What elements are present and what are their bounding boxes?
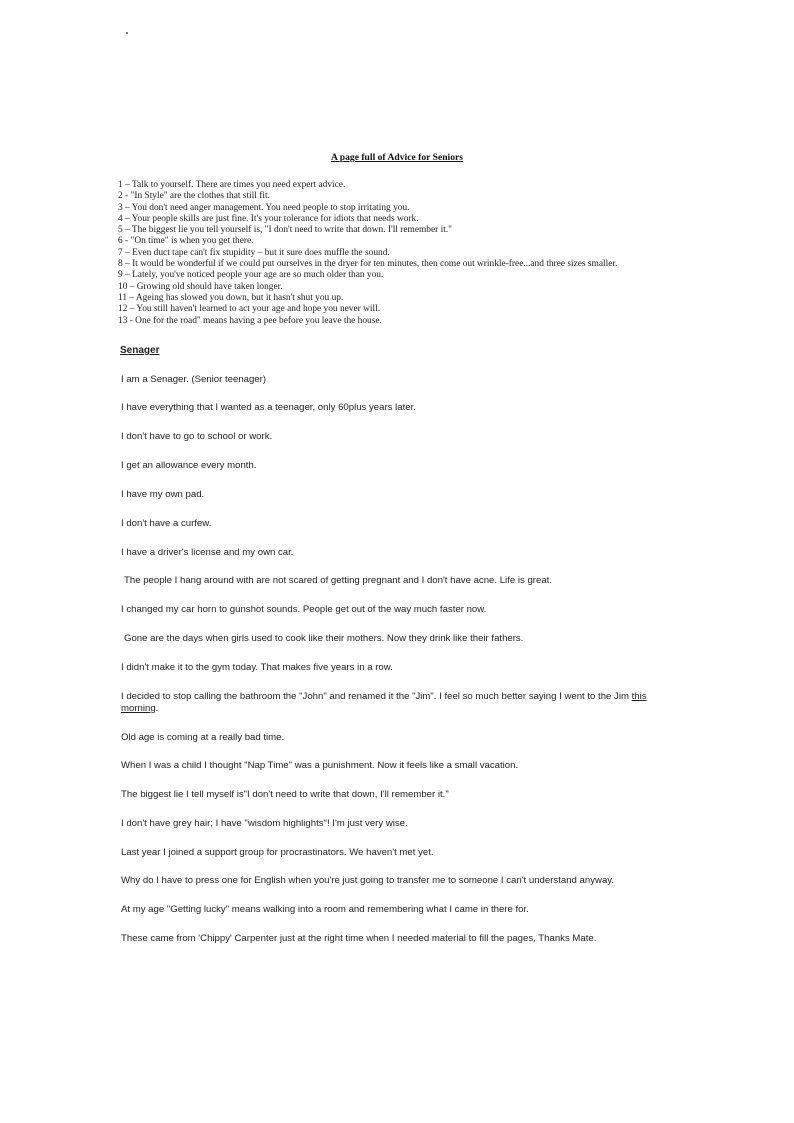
senager-line-jim-text: I decided to stop calling the bathroom the "John" and renamed it the "Jim". I feel so much better saying I went to the Jim — [121, 691, 632, 702]
advice-item: 7 – Even duct tape can't fix stupidity – but it sure does muffle the sound. — [118, 247, 390, 258]
advice-item: 4 – Your people skills are just fine. It's your tolerance for idiots that needs work. — [118, 213, 419, 224]
page-title: A page full of Advice for Seniors — [330, 152, 463, 163]
senager-line: I don't have grey hair; I have "wisdom highlights"! I'm just very wise. — [121, 818, 408, 829]
advice-item: 3 – You don't need anger management. You need people to stop irritating you. — [118, 202, 410, 213]
advice-item: 5 – The biggest lie you tell yourself is, "I don't need to write that down. I'll remember it." — [118, 225, 452, 236]
advice-item: 8 – It would be wonderful if we could put ourselves in the dryer for ten minutes, then come out wrinkle-free...and three sizes smaller. — [118, 259, 618, 270]
senager-line-jim: I decided to stop calling the bathroom the "John" and renamed it the "Jim". I feel so much better saying I went to the Jim this morning. — [121, 691, 647, 714]
senager-line: Last year I joined a support group for procrastinators. We haven't met yet. — [121, 847, 434, 858]
senager-line: I changed my car horn to gunshot sounds. People get out of the way much faster now. — [121, 604, 487, 615]
advice-item: 11 – Ageing has slowed you down, but it hasn't shut you up. — [118, 292, 344, 303]
senager-line: Gone are the days when girls used to cook like their mothers. Now they drink like their fathers. — [124, 633, 524, 644]
section-heading-senager: Senager — [120, 345, 160, 356]
senager-line: These came from 'Chippy' Carpenter just at the right time when I needed material to fill the pages, Thanks Mate. — [121, 933, 597, 944]
advice-item: 6 - "On time" is when you get there. — [118, 236, 254, 247]
senager-line: I don't have to go to school or work. — [121, 431, 273, 442]
senager-line: I have everything that I wanted as a teenager, only 60plus years later. — [121, 402, 416, 413]
senager-line: I am a Senager. (Senior teenager) — [121, 374, 267, 385]
advice-item: 13 - One for the road" means having a pee before you leave the house. — [118, 315, 382, 326]
senager-line: When I was a child I thought "Nap Time" was a punishment. Now it feels like a small vacation. — [121, 760, 519, 771]
senager-line: The people I hang around with are not scared of getting pregnant and I don't have acne. Life is great. — [124, 575, 552, 586]
senager-line: I get an allowance every month. — [121, 460, 257, 471]
advice-item: 2 - "In Style" are the clothes that still fit. — [118, 191, 270, 202]
senager-line: I didn't make it to the gym today. That makes five years in a row. — [121, 662, 393, 673]
senager-line: I have my own pad. — [121, 489, 205, 500]
senager-line: At my age "Getting lucky" means walking into a room and remembering what I came in there for. — [121, 904, 529, 915]
senager-line: I don't have a curfew. — [121, 518, 212, 529]
senager-line: I have a driver's license and my own car. — [121, 547, 294, 558]
underlined-morning: morning — [121, 703, 156, 714]
senager-line: The biggest lie I tell myself is"I don't need to write that down, I'll remember it." — [121, 789, 449, 800]
advice-item: 9 – Lately, you've noticed people your age are so much older than you. — [118, 270, 384, 281]
advice-list — [118, 180, 678, 327]
advice-item: 10 – Growing old should have taken longer. — [118, 281, 283, 292]
underlined-this: this — [631, 691, 647, 702]
advice-item: 1 – Talk to yourself. There are times you need expert advice. — [118, 180, 346, 190]
advice-item: 12 – You still haven't learned to act your age and hope you never will. — [118, 304, 381, 315]
senager-line: Old age is coming at a really bad time. — [121, 732, 285, 743]
senager-line: Why do I have to press one for English when you're just going to transfer me to someone I can't understand anyway. — [121, 875, 615, 886]
scan-speck — [126, 32, 128, 34]
